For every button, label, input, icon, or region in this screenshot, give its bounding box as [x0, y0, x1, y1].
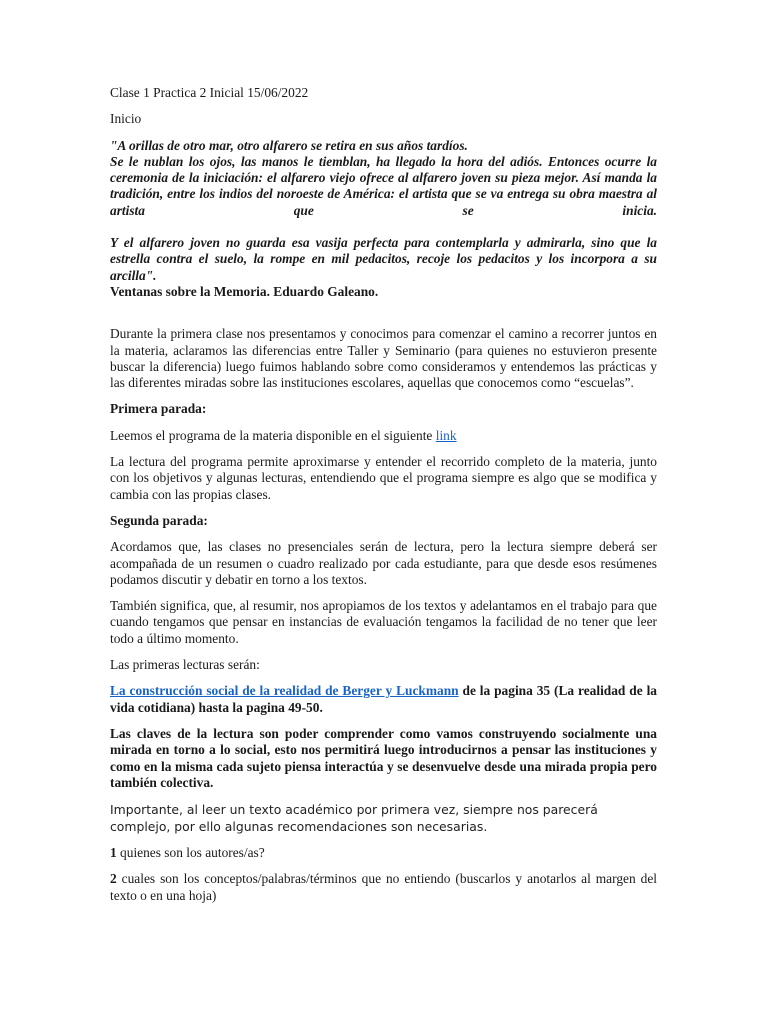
important-note: Importante, al leer un texto académico por primera vez, siempre nos parecerá complejo, por ello algunas recomendaciones son necesarias.: [110, 802, 598, 835]
quote-source: Ventanas sobre la Memoria. Eduardo Galeano.: [110, 283, 379, 299]
readings-reference: La construcción social de la realidad de Berger y Luckmann de la pagina 35 (La realidad de la vida cotidiana) hasta la pagina 49-50.: [110, 683, 657, 715]
berger-luckmann-link[interactable]: La construcción social de la realidad de Berger y Luckmann: [110, 683, 459, 699]
intro-paragraph: Durante la primera clase nos presentamos y conocimos para comenzar el camino a recorrer juntos en la materia, aclaramos las diferencias entre Taller y Seminario (para quienes no estuvieron presente buscar la diferencia) luego fuimos hablando sobre como consideramos y entendemos las prácticas y las diferentes miradas sobre las instituciones escolares, aquellas que conocemos como “escuelas”.: [110, 326, 657, 391]
segunda-paragraph-1: Acordamos que, las clases no presenciales serán de lectura, pero la lectura siempre deberá ser acompañada de un resumen o cuadro realizado por cada estudiante, para que desde esos resúmenes podamos discutir y debatir en torno a los textos.: [110, 539, 657, 587]
quote-paragraph-2: Y el alfarero joven no guarda esa vasija perfecta para contemplarla y admirarla, sino que la estrella contra el suelo, la rompe en mil pedacitos, recoje los pedacitos y los incorpora a su arcilla".: [110, 235, 657, 283]
quote-line-1: "A orillas de otro mar, otro alfarero se retira en sus años tardíos.: [110, 137, 468, 153]
list-item: 2 cuales son los conceptos/palabras/términos que no entiendo (buscarlos y anotarlos al margen del texto o en una hoja): [110, 871, 657, 903]
primera-parada-heading: Primera parada:: [110, 401, 207, 417]
programa-link[interactable]: link: [435, 427, 457, 443]
document-title: Clase 1 Practica 2 Inicial 15/06/2022: [110, 85, 309, 100]
programa-paragraph: La lectura del programa permite aproximarse y entender el recorrido completo de la materia, junto con los objetivos y algunas lecturas, entendiendo que el programa siempre es algo que se modifica y cambia con las propias clases.: [110, 454, 657, 502]
section-label: Inicio: [110, 111, 142, 127]
readings-keys: Las claves de la lectura son poder comprender como vamos construyendo socialmente una mirada en torno a lo social, esto nos permitirá luego introducirnos a pensar las instituciones y como en la misma cada sujeto piensa interactúa y se desenvuelve desde una mirada propia pero también colectiva.: [110, 725, 657, 790]
segunda-paragraph-2: También significa, que, al resumir, nos apropiamos de los textos y adelantamos en el trabajo para que cuando tengamos que pensar en instancias de evaluación tengamos la facilidad de no tener que leer todo a último momento.: [110, 598, 657, 646]
primera-parada-text: Leemos el programa de la materia disponible en el siguiente link: [110, 427, 457, 443]
list-item: 1 quienes son los autores/as?: [110, 845, 265, 861]
readings-intro: Las primeras lecturas serán:: [110, 657, 260, 673]
segunda-parada-heading: Segunda parada:: [110, 512, 208, 528]
document-body: [110, 85, 657, 914]
quote-paragraph-1: Se le nublan los ojos, las manos le tiemblan, ha llegado la hora del adiós. Entonces ocurre la ceremonia de la iniciación: el alfarero viejo ofrece al alfarero joven su pieza mejor. Así manda la tradición, entre los indios del noroeste de América: el artista que se va entrega su obra maestra al artista que se inicia.: [110, 153, 657, 218]
